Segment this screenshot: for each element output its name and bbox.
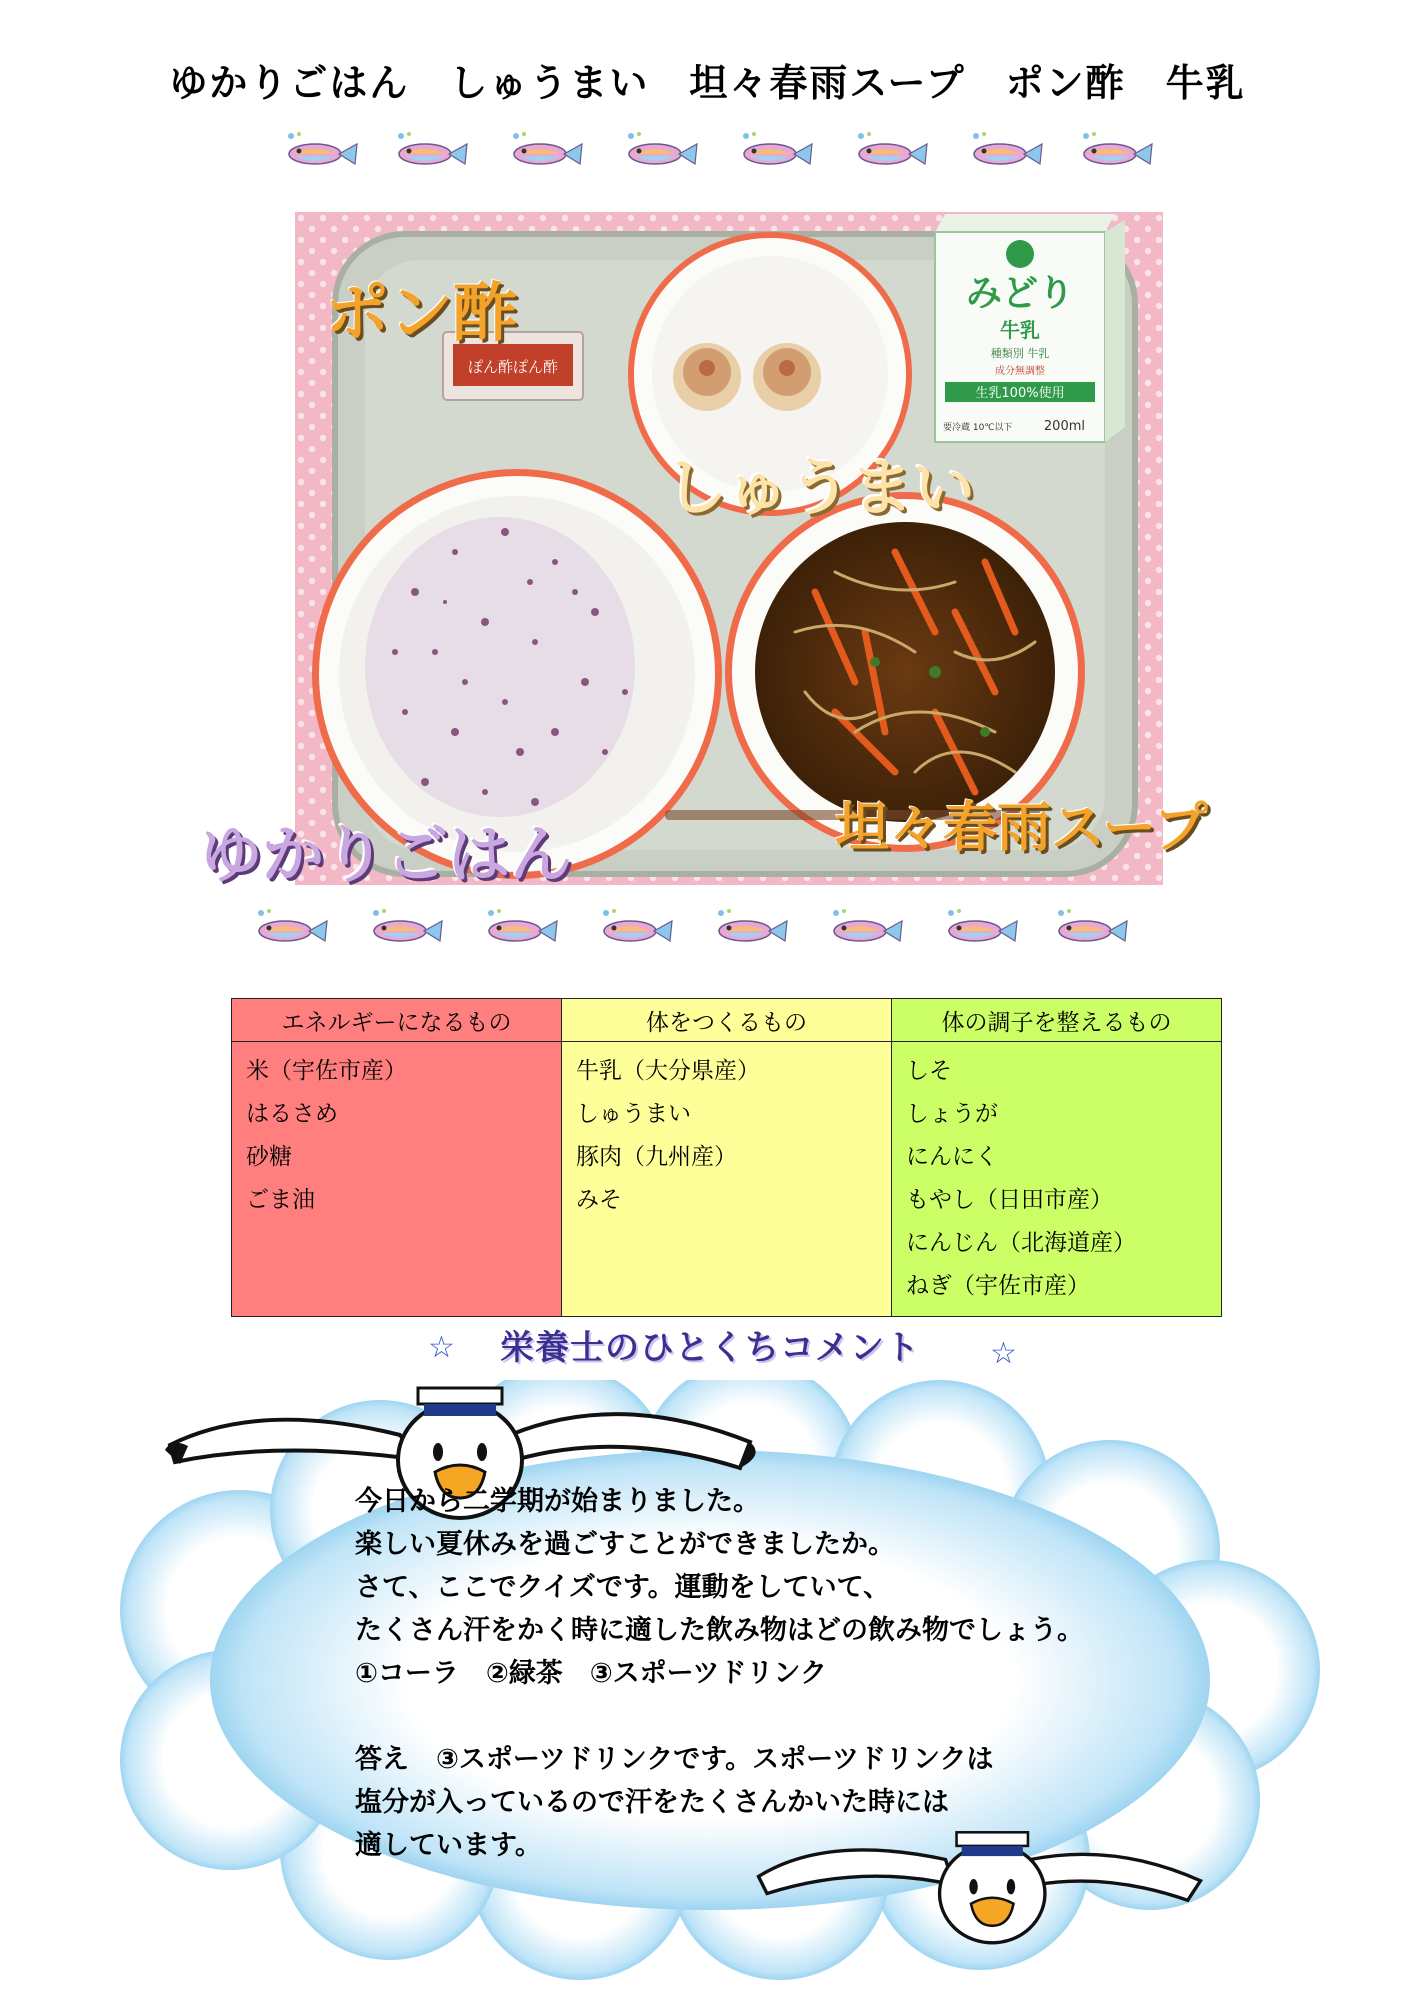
- star-icon: ☆: [428, 1330, 455, 1365]
- food-item: 米（宇佐市産）: [246, 1058, 407, 1084]
- milk-volume: 200ml: [1043, 419, 1085, 434]
- milk-carton: [935, 214, 1125, 442]
- comment-line: 適しています。: [355, 1830, 542, 1861]
- fish-decoration-bottom: [0, 905, 1415, 955]
- fish-decoration-top: [0, 128, 1415, 178]
- food-item: もやし（日田市産）: [906, 1187, 1113, 1213]
- label-yukari-rice: ゆかりごはん: [200, 818, 573, 891]
- food-item: ごま油: [246, 1187, 315, 1213]
- food-item: しそ: [906, 1058, 952, 1084]
- comment-line: 答え ③スポーツドリンクです。スポーツドリンクは: [355, 1744, 994, 1775]
- food-item: しょうが: [906, 1101, 998, 1127]
- label-ponzu: ポン酢: [325, 277, 517, 351]
- condition-column: [892, 1042, 1222, 1317]
- comment-text: [355, 1480, 1084, 1867]
- milk-banner: 生乳100%使用: [975, 386, 1065, 401]
- fish-row-icons: [0, 128, 1415, 178]
- food-item: ねぎ（宇佐市産）: [906, 1273, 1090, 1299]
- comment-heading: 栄養士のひとくちコメント: [500, 1328, 920, 1368]
- comment-line: ①コーラ ②緑茶 ③スポーツドリンク: [355, 1658, 827, 1689]
- milk-brand: みどり: [965, 273, 1075, 314]
- header-condition: 体の調子を整えるもの: [892, 999, 1222, 1042]
- milk-storage: 要冷蔵 10℃以下: [943, 423, 1013, 433]
- label-shumai: しゅうまい: [665, 451, 976, 524]
- food-group-table: [231, 998, 1222, 1317]
- food-item: にんじん（北海道産）: [906, 1230, 1136, 1256]
- energy-column: [232, 1042, 562, 1317]
- food-item: みそ: [576, 1187, 622, 1213]
- label-tantan-soup: 坦々春雨スープ: [835, 796, 1208, 859]
- food-item: にんにく: [906, 1144, 998, 1170]
- fish-row-icons-bottom: [0, 905, 1415, 955]
- food-item: しゅうまい: [576, 1101, 691, 1127]
- comment-line: たくさん汗をかく時に適した飲み物はどの飲み物でしょう。: [355, 1615, 1084, 1646]
- food-item: 砂糖: [246, 1144, 292, 1170]
- comment-line: さて、ここでクイズです。運動をしていて、: [355, 1572, 891, 1603]
- milk-small-label: 種類別 牛乳: [990, 347, 1050, 360]
- food-item: 豚肉（九州産）: [576, 1144, 737, 1170]
- header-energy: エネルギーになるもの: [232, 999, 562, 1042]
- comment-line: 今日から二学期が始まりました。: [355, 1486, 760, 1517]
- comment-line: 塩分が入っているので汗をたくさんかいた時には: [355, 1787, 949, 1818]
- packet-text: ぽん酢ぽん酢: [467, 358, 559, 376]
- food-item: はるさめ: [246, 1101, 338, 1127]
- milk-product: 牛乳: [1000, 318, 1040, 342]
- comment-line: [355, 1695, 1084, 1738]
- shumai-1: [673, 343, 741, 411]
- milk-badge: 成分無調整: [995, 366, 1045, 377]
- body-column: [562, 1042, 892, 1317]
- food-item: 牛乳（大分県産）: [576, 1058, 760, 1084]
- menu-title: ゆかりごはん しゅうまい 坦々春雨スープ ポン酢 牛乳: [169, 61, 1246, 105]
- shumai-2: [753, 343, 821, 411]
- header-body: 体をつくるもの: [562, 999, 892, 1042]
- comment-line: 楽しい夏休みを過ごすことができましたか。: [355, 1529, 895, 1560]
- star-icon: ☆: [990, 1336, 1017, 1371]
